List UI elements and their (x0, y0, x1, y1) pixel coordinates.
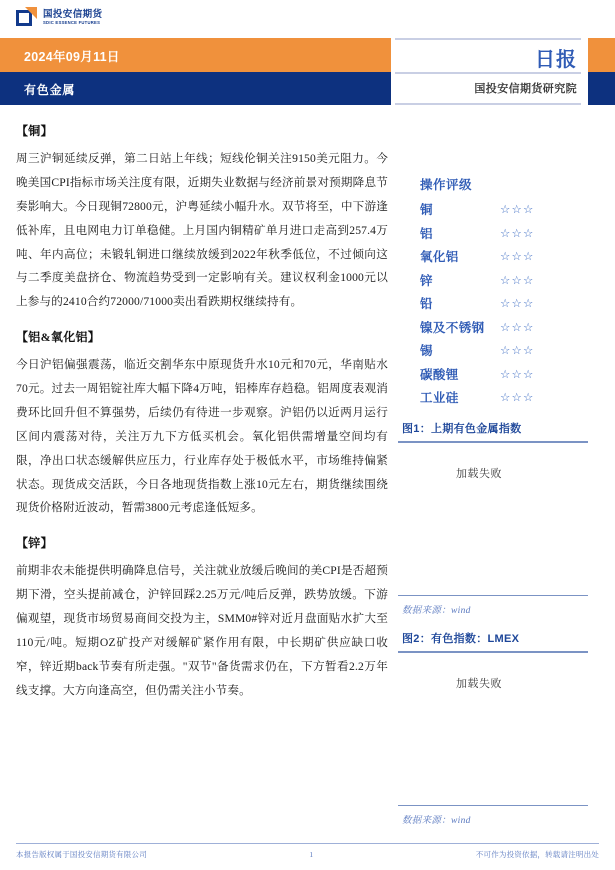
section-zinc (16, 534, 388, 702)
figure-caption: 图2：有色指数：LMEX (402, 633, 520, 645)
section-title: 【铝&氧化铝】 (16, 330, 101, 345)
company-logo (16, 7, 102, 29)
logo-bar (0, 0, 615, 38)
section-text: 今日沪铝偏强震荡，临近交割华东中原现货升水10元和70元，华南贴水70元。过去一周铝锭社库大幅下降4万吨，铝棒库存趋稳。铝周度表观消费环比回升但不算强势，后续仍有待进一步观察。沪铝仍以近两月运行区间内震荡对待，关注万九下方低买机会。氧化铝供需增量空间均有限，净出口状态缓解供应压力，行业库存处于极低水平，市场维持偏紧状态。现货成交活跃，今日各地现货指数上涨10元左右，期货继续围绕现货价格附近波动，暂需3800元考虑逢低短多。 (16, 358, 388, 515)
footer-copyright: 本报告版权属于国投安信期货有限公司 (16, 850, 147, 859)
rating-row-tin (420, 341, 598, 359)
header-right-block (395, 38, 581, 105)
figure-rule-bottom (398, 595, 588, 597)
figure-source: 数据来源：wind (402, 816, 471, 826)
edge-navy-block (588, 72, 615, 105)
section-aluminum-alumina (16, 328, 388, 520)
logo-name-cn: 国投安信期货 (43, 9, 103, 21)
page-number: 1 (309, 850, 314, 859)
rating-row-nickel-stainless (420, 318, 598, 336)
institute-name: 国投安信期货研究院 (474, 83, 577, 95)
rating-row-lead (420, 294, 598, 312)
header-rule-top (395, 38, 581, 40)
figure-load-error: 加载失败 (456, 467, 502, 480)
section-copper (16, 122, 388, 314)
rating-row-zinc (420, 271, 598, 289)
figure-rule-bottom (398, 805, 588, 807)
rating-row-industrial-silicon (420, 388, 598, 406)
rating-metal-label: 镍及不锈钢 (420, 320, 485, 335)
report-category: 有色金属 (24, 83, 76, 97)
report-date: 2024年09月11日 (24, 50, 120, 64)
section-title: 【铜】 (16, 124, 53, 138)
star-rating-icon: ☆☆☆ (500, 343, 535, 357)
figure-2 (398, 630, 598, 826)
footer-divider (16, 843, 599, 844)
star-rating-icon: ☆☆☆ (500, 249, 535, 263)
figure-plot-area (398, 653, 598, 805)
footer-disclaimer: 不可作为投资依据，转载请注明出处 (475, 850, 599, 859)
figure-source: 数据来源：wind (402, 606, 471, 616)
figure-1 (398, 420, 598, 616)
logo-blue-square (16, 10, 32, 26)
rating-metal-label: 铅 (420, 297, 433, 311)
rating-row-alumina (420, 247, 598, 265)
edge-orange-block (588, 38, 615, 72)
star-rating-icon: ☆☆☆ (500, 390, 535, 404)
rating-metal-label: 工业硅 (420, 391, 459, 405)
article-body (16, 122, 388, 717)
rating-row-aluminum (420, 224, 598, 242)
rating-metal-label: 锡 (420, 344, 433, 358)
star-rating-icon: ☆☆☆ (500, 366, 535, 381)
star-rating-icon: ☆☆☆ (500, 319, 535, 334)
rating-metal-label: 锌 (420, 273, 433, 288)
rating-table-title: 操作评级 (420, 178, 473, 192)
rating-metal-label: 碳酸锂 (420, 367, 459, 382)
star-rating-icon: ☆☆☆ (500, 296, 535, 310)
rating-metal-label: 氧化铝 (420, 250, 459, 264)
rating-row-lithium-carbonate (420, 365, 598, 383)
rating-metal-label: 铜 (420, 203, 433, 217)
figure-caption: 图1：上期有色金属指数 (402, 423, 522, 435)
rating-metal-label: 铝 (420, 226, 433, 241)
section-text: 周三沪铜延续反弹，第二日站上年线；短线伦铜关注9150美元阻力。今晚美国CPI指标市场关注度有限，近期失业数据与经济前景对预期降息节奏影响大。今日现铜72800元，沪粤延续小幅升水。双节将至，中下游逢低补库，且电网电力订单稳健。上月国内铜精矿单月进口走高到257.4万吨、年内高位；未锻轧铜进口继续放缓到2022年秋季低位，不过倾向这与二季度美盘挤仓、物流趋势受到一定影响有关。建议权利金1000元以上参与的2410合约72000/71000卖出看跌期权继续持有。 (16, 152, 388, 309)
logo-wordmark (43, 10, 102, 25)
figure-plot-area (398, 443, 598, 595)
figure-load-error: 加载失败 (456, 677, 502, 690)
rating-row-copper (420, 200, 598, 218)
logo-square-icon (16, 7, 38, 29)
star-rating-icon: ☆☆☆ (500, 272, 535, 287)
header-rule-bottom (395, 103, 581, 105)
star-rating-icon: ☆☆☆ (500, 202, 535, 216)
page-footer (16, 849, 599, 860)
sidebar (398, 175, 598, 826)
logo-name-en: SDIC ESSENCE FUTURES (43, 20, 101, 26)
section-title: 【锌】 (16, 536, 53, 551)
star-rating-icon: ☆☆☆ (500, 225, 535, 240)
report-type: 日报 (535, 49, 577, 71)
header-rule-middle (395, 72, 581, 74)
section-text: 前期非农未能提供明确降息信号，关注就业放缓后晚间的美CPI是否超预期下滑，空头提前减仓，沪锌回踩2.25万元/吨后反弹，跌势放缓。下游偏观望，现货市场贸易商间交投为主，SMM0#锌对近月盘面贴水扩大至110元/吨。短期OZ矿投产对缓解矿紧作用有限，中长期矿供应缺口收窄，锌近期back节奏有所走强。"双节"备货需求仍在，下方暂看2.2万年线支撑。大方向逢高空，但仍需关注小节奏。 (16, 564, 388, 697)
